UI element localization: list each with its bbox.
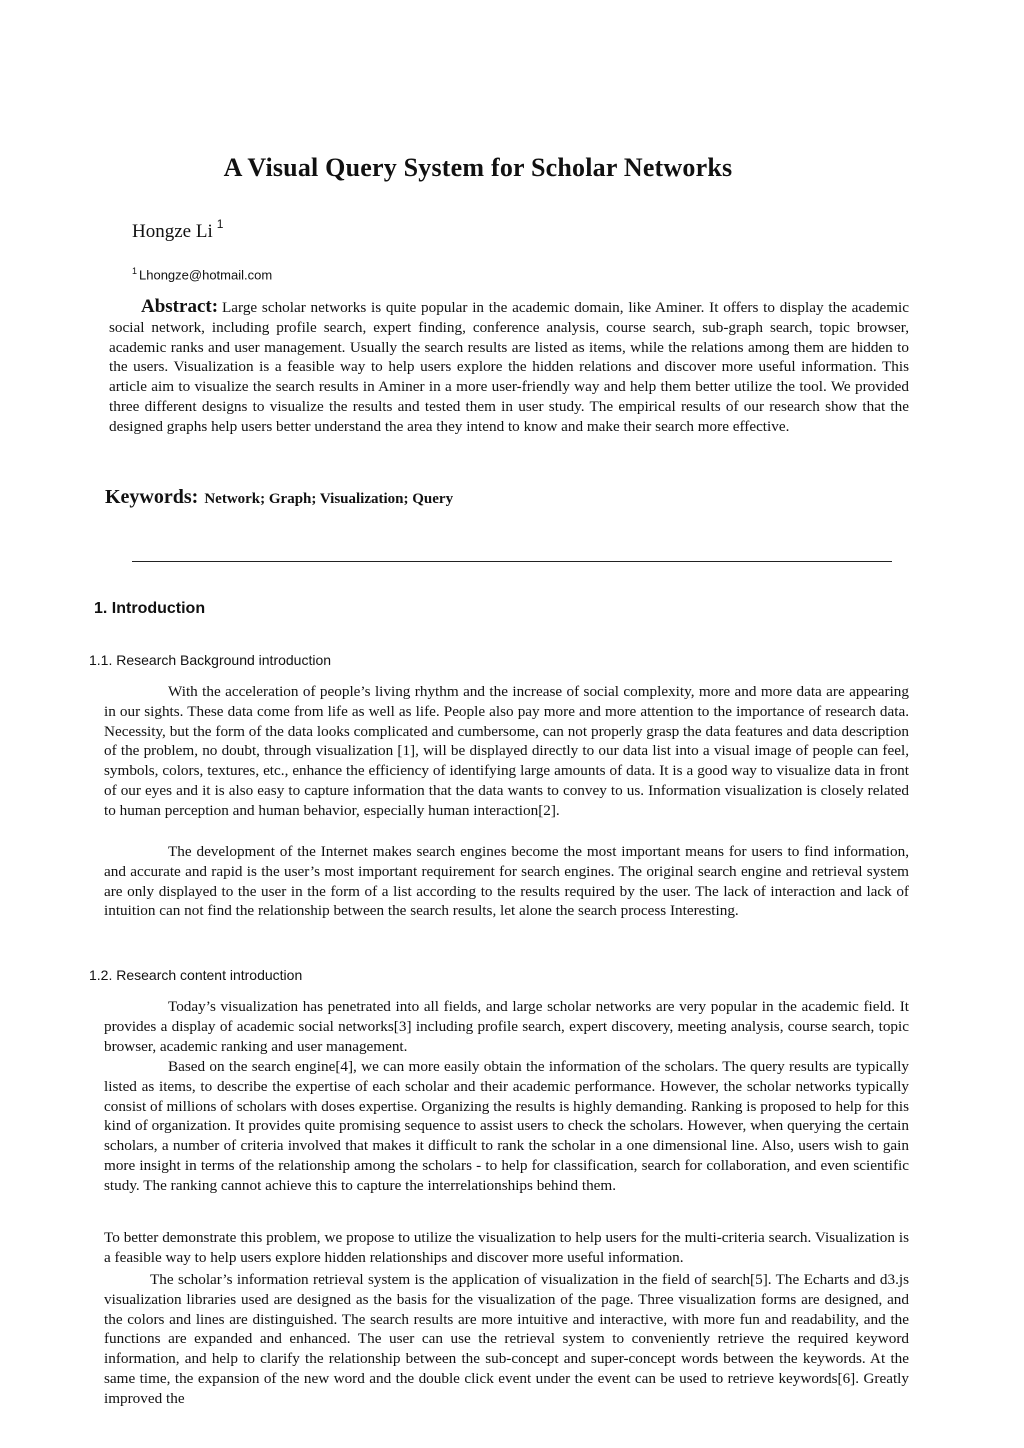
paragraph: The development of the Internet makes search engines become the most important means for users to find information, and accurate and rapid is the user’s most important requirement for search engines. The original search engine and retrieval system are only displayed to the user in the form of a list according to the results required by the user. The lack of interaction and lack of intuition can not find the relationship between the search results, let alone the search process Interesting. [104, 843, 909, 920]
paper-title: A Visual Query System for Scholar Networks [223, 153, 733, 182]
paragraph: With the acceleration of people’s living rhythm and the increase of social complexity, more and more data are appearing in our sights. These data come from life as well as life. People also pay more and more attention to the importance of research data. Necessity, but the form of the data looks complicated and cumbersome, can not properly grasp the data features and data description of the problem, no doubt, through visualization [1], will be displayed directly to our data list into a visual image of people can feel, symbols, colors, textures, etc., enhance the efficiency of identifying large amounts of data. It is a good way to visualize data in front of our eyes and it is also easy to capture information that the data wants to convey to us. Information visualization is closely related to human perception and human behavior, especially human interaction[2]. [104, 683, 909, 819]
subsection-heading-research-content: 1.2. Research content introduction [89, 967, 303, 983]
paragraph: The scholar’s information retrieval system is the application of visualization in the field of search[5]. The Echarts and d3.js visualization libraries used are designed as the basis for the visualization of the page. Three visualization forms are designed, and the colors and lines are distinguished. The search results are more intuitive and interactive, with more fun and readability, and the functions are expanded and enhanced. The user can use the retrieval system to conveniently retrieve the required keyword information, and help to clarify the relationship between the sub-concept and super-concept words between the keywords. At the same time, the expansion of the new word and the double click event under the event can be used to retrieve keywords[6]. Greatly improved the [104, 1271, 909, 1407]
paragraph: Based on the search engine[4], we can more easily obtain the information of the scholars. The query results are typically listed as items, to describe the expertise of each scholar and their academic performance. However, the scholar networks typically consist of millions of scholars with doses expertise. Organizing the results is highly demanding. Ranking is proposed to help for this kind of organization. It provides quite promising sequence to assist users to check the scholars. However, when querying the certain scholars, a number of criteria involved that makes it difficult to rank the scholar in a one dimensional line. Also, users wish to gain more insight in terms of the relationship among the scholars - to help for classification, search for collaboration, and even scientific study. The ranking cannot achieve this to capture the interrelationships behind them. [104, 1058, 909, 1194]
keywords-label: Keywords: [105, 486, 199, 508]
abstract [109, 297, 909, 437]
abstract-text: Large scholar networks is quite popular in the academic domain, like Aminer. It offers to display the academic social network, including profile search, expert finding, conference analysis, course search, sub-graph search, topic browser, academic ranks and user management. Usually the search results are listed as items, while the relations among them are hidden to the users. Visualization is a feasible way to help users explore the hidden relations and discover more useful information. This article aim to visualize the search results in Aminer in a more user-friendly way and help them better utilize the tool. We provided three different designs to visualize the results and tested them in user study. The empirical results of our research show that the designed graphs help users better understand the area they intend to know and make their search more effective. [109, 299, 909, 435]
author-email: Lhongze@hotmail.com [139, 267, 273, 283]
section-divider [132, 561, 892, 562]
author-affiliation-mark: 1 [216, 217, 224, 231]
keywords-text: Network; Graph; Visualization; Query [204, 491, 454, 507]
paragraph: Today’s visualization has penetrated into all fields, and large scholar networks are very popular in the academic field. It provides a display of academic social networks[3] including profile search, expert discovery, meeting analysis, course search, topic browser, academic ranking and user management. [104, 998, 909, 1055]
paragraph: To better demonstrate this problem, we propose to utilize the visualization to help users for the multi-criteria search. Visualization is a feasible way to help users explore hidden relationships and discover more useful information. [104, 1229, 909, 1266]
abstract-label: Abstract: [141, 296, 219, 317]
author-name: Hongze Li [132, 221, 213, 242]
section-heading-introduction: 1. Introduction [94, 600, 206, 617]
subsection-heading-research-background: 1.1. Research Background introduction [89, 652, 332, 668]
author [132, 217, 223, 243]
author-affiliation [132, 266, 272, 282]
affiliation-mark: 1 [132, 266, 138, 276]
keywords [105, 486, 453, 509]
